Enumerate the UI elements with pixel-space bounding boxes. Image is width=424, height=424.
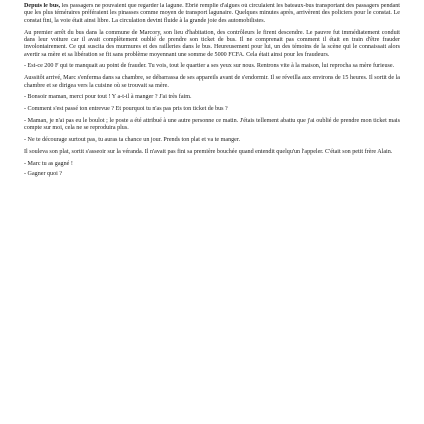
paragraph-1	[24, 3, 400, 25]
paragraph-text: les passagers ne pouvaient que regarder la lagune. Ebrié remplie d'algues où circulaient les bateaux-bus transportant des passagers pendant que les plus téméraires préféraient les pinasses comme moyen de transport lagunaire. Quelques minutes après, arrivèrent des policiers pour le constat. Le constat fini, la voie était ainsi libre. La circulation devint fluide à la grande joie des automobilistes.	[24, 3, 400, 24]
dialogue-line-4	[24, 118, 400, 133]
dialogue-line-7	[24, 171, 400, 178]
dialogue-line-3	[24, 106, 400, 113]
document-page	[24, 3, 400, 421]
dialogue-line-5	[24, 137, 400, 144]
paragraph-4	[24, 149, 400, 156]
paragraph-text: Au premier arrêt du bus dans la commune de Marcory, son lieu d'habitation, des contrôleurs le firent descendre. Le pauvre fut immédiatement conduit dans leur voiture car il avait complètement oublié de prendre son ticket de bus. Il ne comprenait pas comment il était en train d'être frauder involontairement. Ce qui suscita des murmures et des railleries dans le bus. Heureusement pour lui, un des témoins de la scène qui le connaissait alors avertir sa mère et sa libération se fit sans problème moyennant une somme de 5000 FCFA. Cela était ainsi pour les fraudeurs.	[24, 29, 400, 58]
paragraph-text: Aussitôt arrivé, Marc s'enferma dans sa chambre, se débarrassa de ses appareils avant de s'endormir. Il se réveilla aux environs de 15 heures. Il sortit de la chambre et se dirigea vers la cuisine où se trouvait sa mère.	[24, 75, 400, 89]
dialogue-line-6	[24, 161, 400, 168]
dialogue-text: - Bonsoir maman, merci pour tout ! Y a-t-il à manger ? J'ai très faim.	[24, 94, 192, 101]
paragraph-2	[24, 30, 400, 59]
paragraph-lead: Depuis le bus,	[24, 3, 61, 9]
dialogue-text: - Gagner quoi ?	[24, 171, 63, 178]
paragraph-text: Il souleva son plat, sortit s'asseoir sur la véranda. Il n'avait pas fini sa première bouchée quand entendit quelqu'un l'appeler. C'était son petit frère Alain.	[24, 149, 393, 156]
dialogue-line-1	[24, 63, 400, 70]
dialogue-line-2	[24, 94, 400, 101]
dialogue-text: - Est-ce 200 F qui te manquait au point de frauder. Tu vois, tout le quartier a ses yeux sur nous. Rentrons vite à la maison, lui reprocha sa mère furieuse.	[24, 63, 395, 70]
dialogue-text: - Ne te décourage surtout pas, tu auras ta chance un jour. Prends ton plat et va te manger.	[24, 137, 241, 144]
dialogue-text: - Marc tu as gagné !	[24, 161, 73, 167]
dialogue-text: - Maman, je n'ai pas eu le boulot ; le poste a été attribué à une autre personne ce matin. J'étais tellement abattu que j'ai oublié de prendre mon ticket mais compte sur moi, cela ne se reproduira plus.	[24, 118, 400, 132]
dialogue-text: - Comment s'est passé ton entrevue ? Et pourquoi tu n'as pas pris ton ticket de bus ?	[24, 106, 228, 113]
paragraph-3	[24, 75, 400, 90]
